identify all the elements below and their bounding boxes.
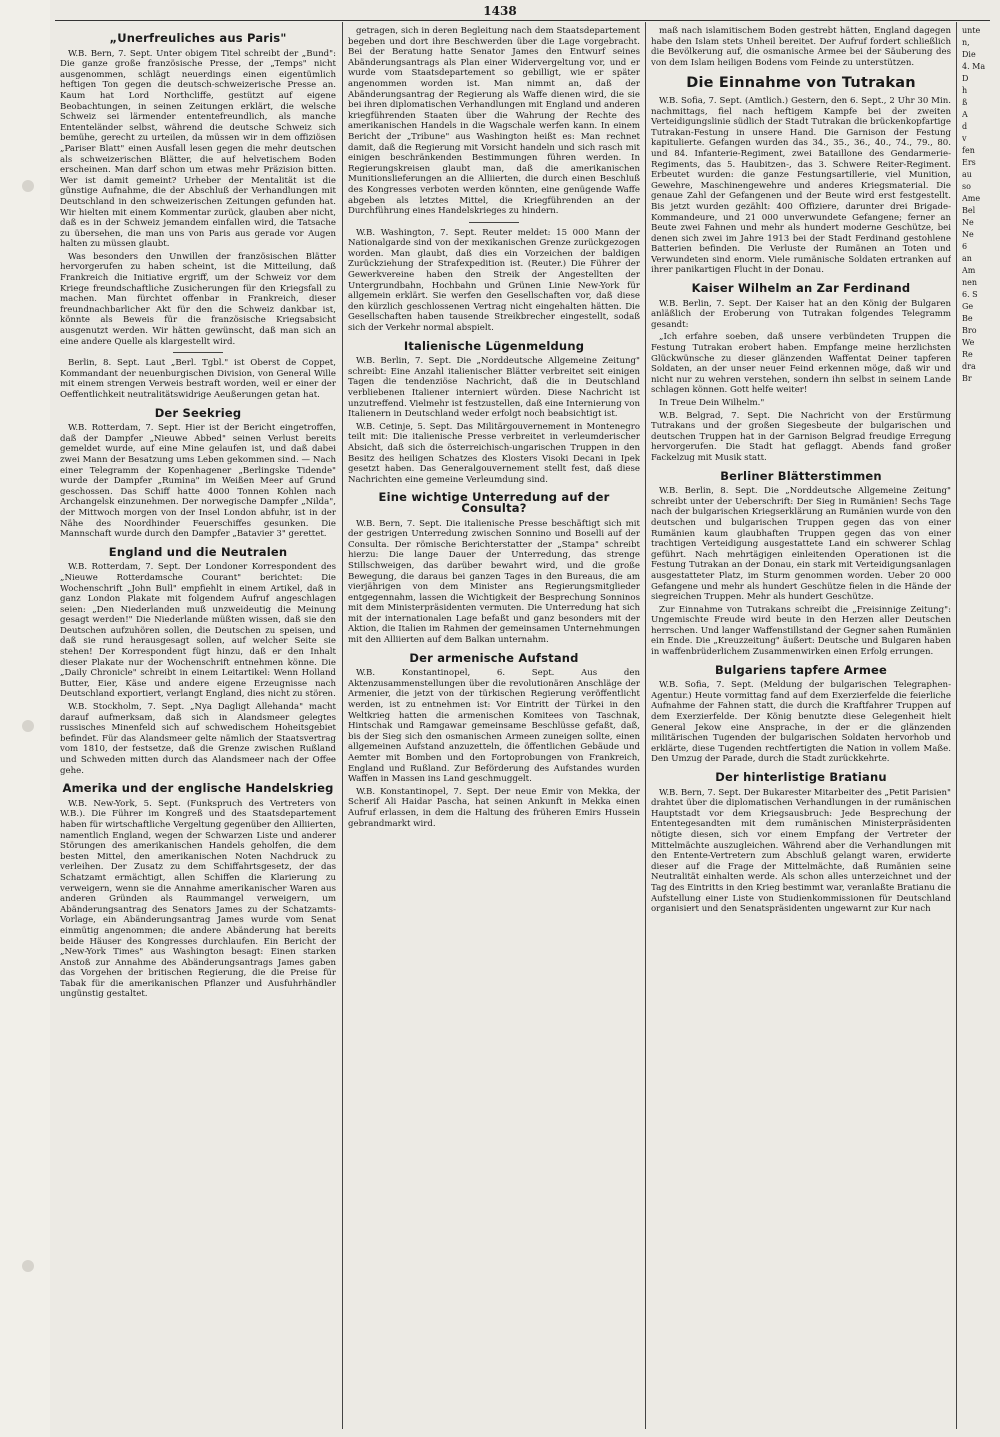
article-paragraph: W.B. Rotterdam, 7. Sept. Der Londoner Korrespondent des „Nieuwe Rotterdamsche Courant" berichtet: Die Wochenschrift „John Bull" empfiehlt in einem Artikel, daß in ganz London Plakate mit folgendem Aufruf angeschlagen seien: „Den Niederlanden muß unzweideutig die Meinung gesagt werden!" Die Niederlande müßten wissen, daß sie den Deutschen aufzuhören sollen, die Deutschen zu speisen, und daß sie rund herausgesagt sollen, auf welcher Seite sie stehen! Der Korrespondent fügt hinzu, daß er den Inhalt dieser Plakate nur der Wochenschrift entnehmen könne. Die „Daily Chronicle" schreibt in einem Leitartikel: Wenn Holland Butter, Eier, Käse und andere eigene Erzeugnisse nach Deutschland exportiert, verlangt England, dies nicht zu stören. bbox=[60, 562, 336, 700]
article-paragraph: W.B. Berlin, 7. Sept. Der Kaiser hat an den König der Bulgaren anläßlich der Eroberung von Tutrakan folgendes Telegramm gesandt: bbox=[651, 298, 951, 330]
article bbox=[651, 283, 951, 464]
article-paragraph: W.B. Sofia, 7. Sept. (Amtlich.) Gestern, den 6. Sept., 2 Uhr 30 Min. nachmittags, fiel nach heftigem Kampfe bei der zweiten Verteidigungslinie südlich der Stadt Tutrakan die brückenkopfartige Tutrakan-Festung in unsere Hand. Die Garnison der Festung kapitulierte. Gefangen wurden das 34., 35., 36., 40., 74., 79., 80. und 84. Infanterie-Regiment, zwei Bataillone des Gendarmerie-Regiments, das 5. Haubitzen-, das 3. Schwere Reiter-Regiment. Erbeutet wurden: die ganze Festungsartillerie, viel Munition, Gewehre, Maschinengewehre und anderes Kriegsmaterial. Die genaue Zahl der Gefangenen und der Beute wird erst festgestellt. Bis jetzt wurden gezählt: 400 Offiziere, darunter drei Brigade-Kommandeure, und 21 000 unverwundete Gefangene; ferner an Beute zwei Fahnen und mehr als hundert moderne Geschütze, bei denen sich zwei im Jahre 1913 bei der Stadt Ferdinand gestohlene Batterien befinden. Die Verluste der Rumänen an Toten und Verwundeten sind enorm. Viele rumänische Soldaten ertranken auf ihrer panikartigen Flucht in der Donau. bbox=[651, 95, 951, 276]
column-2 bbox=[348, 26, 640, 1429]
article-paragraph: an bbox=[962, 254, 972, 263]
article-paragraph: A bbox=[962, 110, 968, 119]
article bbox=[348, 222, 640, 334]
binding-hole bbox=[22, 720, 34, 732]
column-rule bbox=[956, 22, 957, 1429]
article-headline: Kaiser Wilhelm an Zar Ferdinand bbox=[691, 281, 911, 296]
article-paragraph: maß nach islamitischem Boden gestrebt hätten, England dagegen habe den Islam stets Unheil bereitet. Der Aufruf fordert schließlich die Bevölkerung auf, die osmanische Armee bei der Säuberung des von dem Islam heiligen Bodens vom Feinde zu unterstützen. bbox=[651, 26, 951, 68]
article bbox=[651, 772, 951, 915]
page-margin bbox=[0, 0, 50, 1437]
article bbox=[348, 26, 640, 217]
article-paragraph: W.B. Berlin, 8. Sept. Die „Norddeutsche Allgemeine Zeitung" schreibt unter der Ueberschrift: Der Sieg in Rumänien! Sechs Tage nach der bulgarischen Kriegserklärung an Rumänien wurde von den deutschen und bulgarischen Truppen gegen das von einer Rumänien kaum glaubhaften Truppen gegen das von einer trachtigen Verteidigung ausgestattete Land ein schwerer Schlag geführt. Nach mehrtägigen einleitenden Operationen ist die Festung Tutrakan an der Donau, ein stark mit Verteidigungsanlagen ausgestatteter Platz, im Sturm genommen worden. Ueber 20 000 Gefangene und mehr als hundert Geschütze fielen in die Hände der siegreichen Truppen. Mehr als hundert Geschütze. bbox=[651, 486, 951, 603]
article-paragraph: „Ich erfahre soeben, daß unsere verbündeten Truppen die Festung Tutrakan erobert haben. Empfange meine herzlichsten Glückwünsche zu dieser glänzenden Waffentat Deiner tapferen Soldaten, an der unser neuer Feind erkennen möge, daß wir und nicht nur zu wehren verstehen, sondern ihn selbst in seinem Lande schlagen können. Gott helfe weiter! bbox=[651, 332, 951, 396]
article-paragraph: d bbox=[962, 122, 968, 131]
article-paragraph: Br bbox=[962, 374, 972, 383]
article-paragraph: h bbox=[962, 86, 968, 95]
article-paragraph: Die bbox=[962, 50, 976, 59]
article-headline: Die Einnahme von Tutrakan bbox=[686, 75, 916, 92]
column-1 bbox=[60, 26, 336, 1429]
article-paragraph: W.B. Stockholm, 7. Sept. „Nya Dagligt Allehanda" macht darauf aufmerksam, daß sich in Alandsmeer gelegtes russisches Minenfeld sich auf schwedischem Hoheitsgebiet befindet. Für das Alandsmeer gelte nämlich der Staatsvertrag vom 1810, der festsetze, daß die Grenze zwischen Rußland und Schweden mitten durch das Alandsmeer nach der Offee gehe. bbox=[60, 702, 336, 776]
article-paragraph: W.B. Bern, 7. Sept. Die italienische Presse beschäftigt sich mit der gestrigen Unterredung zwischen Sonnino und Boselli auf der Consulta. Der römische Berichterstatter der „Stampa" schreibt hierzu: Die lange Dauer der Unterredung, das strenge Stillschweigen, das darüber bewahrt wird, und die große Bewegung, die daraus bei ganzen Tages in den Bureaus, die am vierjährigen von dem Minister ans Regierungsmitglieder entgegennahm, lassen die Wichtigkeit der Besprechung Sonninos mit dem Ministerpräsidenten vermuten. Die Unterredung hat sich mit der internationalen Lage befaßt und ganz besonders mit der Aktion, die Italien im Rahmen der gemeinsamen Unternehmungen mit den Alliierten auf dem Balkan unternahm. bbox=[348, 518, 640, 646]
article-separator bbox=[469, 222, 519, 223]
article bbox=[348, 338, 640, 486]
article-paragraph: W.B. Belgrad, 7. Sept. Die Nachricht von der Erstürmung Tutrakans und der großen Siegesbeute der bulgarischen und deutschen Truppen hat in der Garnison Belgrad freudige Erregung hervorgerufen. Die Stadt hat geflaggt. Abends fand großer Fackelzug mit Musik statt. bbox=[651, 410, 951, 463]
article-paragraph: fen bbox=[962, 146, 975, 155]
article-paragraph: W.B. Rotterdam, 7. Sept. Hier ist der Bericht eingetroffen, daß der Dampfer „Nieuwe Abbed" seinen Verlust bereits gemeldet wurde, auf eine Mine gelaufen ist, und daß dabei zwei Mann der Besatzung ums Leben gekommen sind. — Nach einer Telegramm der Kopenhagener „Berlingske Tidende" wurde der Dampfer „Rumina" im Weißen Meer auf Grund geschossen. Das Schiff hatte 4000 Tonnen Kohlen nach Archangelsk einzunehmen. Der norwegische Dampfer „Nilda", der Mittwoch morgen von der Insel London abfuhr, ist in der Nähe des Noordhinder Feuerschiffes gesunken. Die Mannschaft wurde durch den Dampfer „Batavier 3" gerettet. bbox=[60, 423, 336, 540]
article bbox=[60, 544, 336, 776]
article-headline: Amerika und der englische Handelskrieg bbox=[62, 781, 334, 796]
article-paragraph: Was besonders den Unwillen der französischen Blätter hervorgerufen zu haben scheint, ist die Mitteilung, daß Frankreich die Initiative ergriff, um der Schweiz vor dem Kriege freundschaftliche Zusicherungen für den Kriegsfall zu machen. Man fürchtet offenbar in Frankreich, dieser freundnachbarlicher Akt für den die Schweiz dankbar ist, könnte als Beweis für die französische Kriegsabsicht ausgenutzt werden. Wir hätten gewünscht, daß man sich an eine andere Quelle als klargestellt wird. bbox=[60, 251, 336, 347]
article-headline: Eine wichtige Unterredung auf der Consulta? bbox=[378, 490, 610, 515]
article-headline: Der Seekrieg bbox=[154, 405, 242, 420]
binding-hole bbox=[22, 1260, 34, 1272]
article bbox=[348, 650, 640, 830]
article-headline: Der hinterlistige Bratianu bbox=[715, 770, 887, 784]
article-paragraph: Ame bbox=[962, 194, 981, 203]
article-paragraph: W.B. Konstantinopel, 6. Sept. Aus den Aktenzusammenstellungen über die revolutionären Anschläge der Armenier, die jetzt von der türkischen Regierung veröffentlicht werden, ist zu entnehmen ist: Vor Eintritt der Türkei in den Weltkrieg hatten die armenischen Komitees von Taschnak, Hintschak und Ramgawar gemeinsame Beschlüsse gefaßt, daß, bis der Sieg sich den osmanischen Armeen zuneigen sollte, einen allgemeinen Aufstand anzuzetteln, die öffentlichen Gebäude und Aemter mit Bomben und den Fortoprobungen von Frankreich, England und Rußland. Zur Beförderung des Aufstandes wurden Waffen in Massen ins Land geschmuggelt. bbox=[348, 668, 640, 785]
article-headline: Der armenische Aufstand bbox=[409, 650, 579, 665]
article bbox=[962, 26, 1000, 384]
article-paragraph: Ge bbox=[962, 302, 974, 311]
article-paragraph: D bbox=[962, 74, 969, 83]
column-4-cropped bbox=[962, 26, 1000, 1429]
article-paragraph: W.B. Bern, 7. Sept. Unter obigem Titel schreibt der „Bund": Die ganze große französische Presse, der „Temps" nicht ausgenommen, schlägt neuerdings einen eigentümlich heftigen Ton gegen die deutsch-schweizerische Presse an. Kaum hat Lord Northcliffe, gestützt auf eigene Beobachtungen, in seinen Zeitungen erklärt, die welsche Schweiz sei lärmender ententefreundlich, als manche Ententeländer selbst, während die deutsche Schweiz sich bemühe, gerecht zu urteilen, da müssen wir in dem offiziösen „Pariser Blatt" einen Ausfall lesen gegen die mehr deutschen als schweizerischen Blätter, die auf helvetischem Boden erscheinen. Man darf schon um etwas mehr Präzision bitten. Wer ist damit gemeint? Urheber der Mentalität ist die günstige Aufnahme, die der Abschluß der Verhandlungen mit Deutschland in den schweizerischen Zeitungen gefunden hat. Wir hielten mit einem Kommentar zurück, glauben aber nicht, daß es in der Schweiz jemandem einfallen wird, die Tatsache zu übersehen, die man uns von Paris aus gerade vor Augen halten zu müssen glaubt. bbox=[60, 48, 336, 250]
article-paragraph: Zur Einnahme von Tutrakans schreibt die „Freisinnige Zeitung": Ungemischte Freude wird beute in den Herzen aller Deutschen herrschen. Und langer Waffenstillstand der Gegner sahen Rumänien ein Ende. Die „Kreuzzeitung" äußert: Deutsche und Bulgaren haben in waffenbrüderlichem Zusammenwirken einen Erfolg errungen. bbox=[651, 604, 951, 658]
article-paragraph: W.B. Sofia, 7. Sept. (Meldung der bulgarischen Telegraphen-Agentur.) Heute vormittag fand auf dem Exerzierfelde die feierliche Aufnahme der Fahnen statt, die durch die Kraftfahrer Truppen auf dem Exerzierfelde. Der König benutzte diese Gelegenheit hielt General Jekow eine Ansprache, in der er die glänzenden militärischen Tugenden der bulgarischen Soldaten hervorhob und erklärte, diese Tugenden rechtfertigten die Nation in vollem Maße. Den Umzug der Parade, durch die Stadt zurückkehrte. bbox=[651, 680, 951, 765]
article-paragraph: au bbox=[962, 170, 972, 179]
article-paragraph: Bro bbox=[962, 326, 977, 335]
article-paragraph: Bel bbox=[962, 206, 976, 215]
article-headline: England und die Neutralen bbox=[108, 544, 288, 559]
article bbox=[60, 352, 336, 400]
article bbox=[651, 662, 951, 765]
article-paragraph: 6 bbox=[962, 242, 968, 251]
article-paragraph: Am bbox=[962, 266, 976, 275]
article bbox=[651, 26, 951, 68]
article bbox=[651, 468, 951, 658]
article-headline: Bulgariens tapfere Armee bbox=[714, 662, 888, 677]
article-paragraph: 4. Ma bbox=[962, 62, 986, 71]
column-rule bbox=[645, 22, 646, 1429]
page-number: 1438 bbox=[483, 4, 517, 18]
article-paragraph: Ne bbox=[962, 230, 974, 239]
article-separator bbox=[173, 352, 223, 353]
article-paragraph: getragen, sich in deren Begleitung nach dem Staatsdepartement begeben und dort ihre Beschwerden über die Lage vorgebracht. Bei der Beratung hatte Senator James den Entwurf seines Abänderungsantrags als Plan einer Widervergeltung vor, und er wurde vom Staatsdepartement so gebilligt, wie er später angenommen worden ist. Man nimmt an, daß der Abänderungsantrag der Regierung als Waffe dienen wird, die sie bei ihren diplomatischen Verhandlungen mit England und anderen kriegführenden Staaten über die Wahrung der Rechte des amerikanischen Handels in die Wagschale werfen kann. In einem Bericht der „Tribune" aus Washington heißt es: Man rechnet damit, daß die Regierung mit Vorsicht handeln und sich rasch mit einigen beschränkenden Bestimmungen führen werden. In Regierungskreisen glaubt man, daß die amerikanischen Munitionslieferungen an die Alliierten, die durch einen Beschluß des Kongresses verboten werden könnten, eine genügende Waffe abgeben als letztes Mittel, die Kriegführenden an der Durchführung eines Handelskrieges zu hindern. bbox=[348, 26, 640, 217]
article-paragraph: W.B. Konstantinopel, 7. Sept. Der neue Emir von Mekka, der Scherif Ali Haidar Pascha, hat seinen Ankunft in Mekka einen Aufruf erlassen, in dem die Haltung des früheren Emirs Hussein gebrandmarkt wird. bbox=[348, 786, 640, 829]
article-paragraph: Berlin, 8. Sept. Laut „Berl. Tgbl." ist Oberst de Coppet, Kommandant der neuenburgischen Division, von General Wille mit einem strengen Verweis bestraft worden, weil er einer der Oeffentlichkeit neutralitätswidrige Aeußerungen getan hat. bbox=[60, 358, 336, 400]
article-paragraph: unte bbox=[962, 26, 981, 35]
article bbox=[348, 492, 640, 645]
article-paragraph: Ne bbox=[962, 218, 974, 227]
article bbox=[60, 783, 336, 1000]
article-paragraph: W.B. Berlin, 7. Sept. Die „Norddeutsche Allgemeine Zeitung" schreibt: Eine Anzahl italienischer Blätter verbreitet seit einigen Tagen die tendenziöse Nachricht, daß die in Deutschland verbliebenen Italiener interniert würden. Diese Nachricht ist unzutreffend. Vielmehr ist festzustellen, daß eine Internierung von Italienern in Deutschland weder erfolgt noch beabsichtigt ist. bbox=[348, 356, 640, 420]
binding-hole bbox=[22, 180, 34, 192]
article bbox=[651, 75, 951, 276]
column-3 bbox=[651, 26, 951, 1429]
article-paragraph: nen bbox=[962, 278, 978, 287]
article-headline: „Unerfreuliches aus Paris" bbox=[109, 31, 287, 45]
article-paragraph: W.B. New-York, 5. Sept. (Funkspruch des Vertreters von W.B.). Die Führer im Kongreß und des Staatsdepartement haben für wirtschaftliche Vergeltung gegenüber den Alliierten, namentlich England, wegen der Schwarzen Liste und anderer Störungen des amerikanischen Handels geholfen, die dem besten Mittel, den amerikanischen Noten Nachdruck zu verleihen. Der Zusatz zu dem Schiffahrtsgesetz, der das Schatzamt ermächtigt, allen Schiffen die Klarierung zu verweigern, wenn sie die Annahme amerikanischer Waren aus anderen Gründen als Raummangel verweigern, um Abänderungsantrag des Senators James zu der Schatzamts-Vorlage, ein Abänderungsantrag James wurde vom Senat einmütig angenommen; die andere Abänderung hat bereits beide Häuser des Kongresses durchlaufen. Ein Bericht der „New-York Times" aus Washington besagt: Einen starken Anstoß zur Annahme des Abänderungsantrags James gaben das Vorgehen der britischen Regierung, die die Preise für Tabak für die amerikanischen Pflanzer und Ausfuhrhändler ungünstig gestaltet. bbox=[60, 798, 336, 1000]
article-paragraph: W.B. Cetinje, 5. Sept. Das Militärgouvernement in Montenegro teilt mit: Die italienische Presse verbreitet in verleumderischer Absicht, daß sich die österreichisch-ungarischen Truppen in den Besitz des heiligen Schatzes des Klosters Visoki Decani in Ipek gesetzt haben. Das Generalgouvernement stellt fest, daß diese Nachrichten eine gemeine Verleumdung sind. bbox=[348, 421, 640, 485]
article-paragraph: Be bbox=[962, 314, 973, 323]
article-paragraph: dra bbox=[962, 362, 976, 371]
article-paragraph: Ers bbox=[962, 158, 976, 167]
column-rule bbox=[342, 22, 343, 1429]
article-paragraph: so bbox=[962, 182, 971, 191]
article-paragraph: v bbox=[962, 134, 967, 143]
article-paragraph: W.B. Washington, 7. Sept. Reuter meldet: 15 000 Mann der Nationalgarde sind von der mexikanischen Grenze zurückgezogen worden. Man glaubt, daß dies ein Vorzeichen der baldigen Zurückziehung der Strafexpedition ist. (Reuter.) Die Führer der Gewerkvereine haben den Streik der Angestellten der Untergrundbahn, Hochbahn und Grünen Linie New-York für allgemein erklärt. Sie werfen den Gesellschaften vor, daß diese den kürzlich geschlossenen Vertrag nicht eingehalten hätten. Die Gesellschaften haben tausende Streikbrecher eingestellt, sodaß sich der Verkehr normal abspielt. bbox=[348, 227, 640, 334]
article-headline: Italienische Lügenmeldung bbox=[403, 338, 585, 353]
article-paragraph: n, bbox=[962, 38, 970, 47]
article-paragraph: Re bbox=[962, 350, 973, 359]
article-paragraph: ß bbox=[962, 98, 968, 107]
article-paragraph: 6. S bbox=[962, 290, 978, 299]
article-paragraph: W.B. Bern, 7. Sept. Der Bukarester Mitarbeiter des „Petit Parisien" drahtet über die diplomatischen Verhandlungen in der rumänischen Hauptstadt vor dem Kriegsausbruch: Jede Besprechung der Ententegesandten mit dem rumänischen Ministerpräsidenten nötigte diesen, sich vor einem Empfang der Vertreter der Mittelmächte auszugleichen. Während aber die Verhandlungen mit den Entente-Vertretern zum Abschluß gelangt waren, erwiderte dieser auf die Frage der Mittelmächte, daß Rumänien seine Neutralität einhalten werde. Als schon alles unterzeichnet und der Tag des Eintritts in den Krieg bestimmt war, veranlaßte Bratianu die Aufstellung einer Liste von Studienkommissionen für Deutschland organisiert und den Senatspräsidenten ungewarnt zur Kur nach bbox=[651, 787, 951, 915]
article-headline: Berliner Blätterstimmen bbox=[720, 468, 882, 483]
article-paragraph: In Treue Dein Wilhelm." bbox=[659, 398, 765, 408]
article-paragraph: We bbox=[962, 338, 975, 347]
article bbox=[60, 33, 336, 347]
header-rule bbox=[55, 20, 990, 21]
article bbox=[60, 405, 336, 540]
